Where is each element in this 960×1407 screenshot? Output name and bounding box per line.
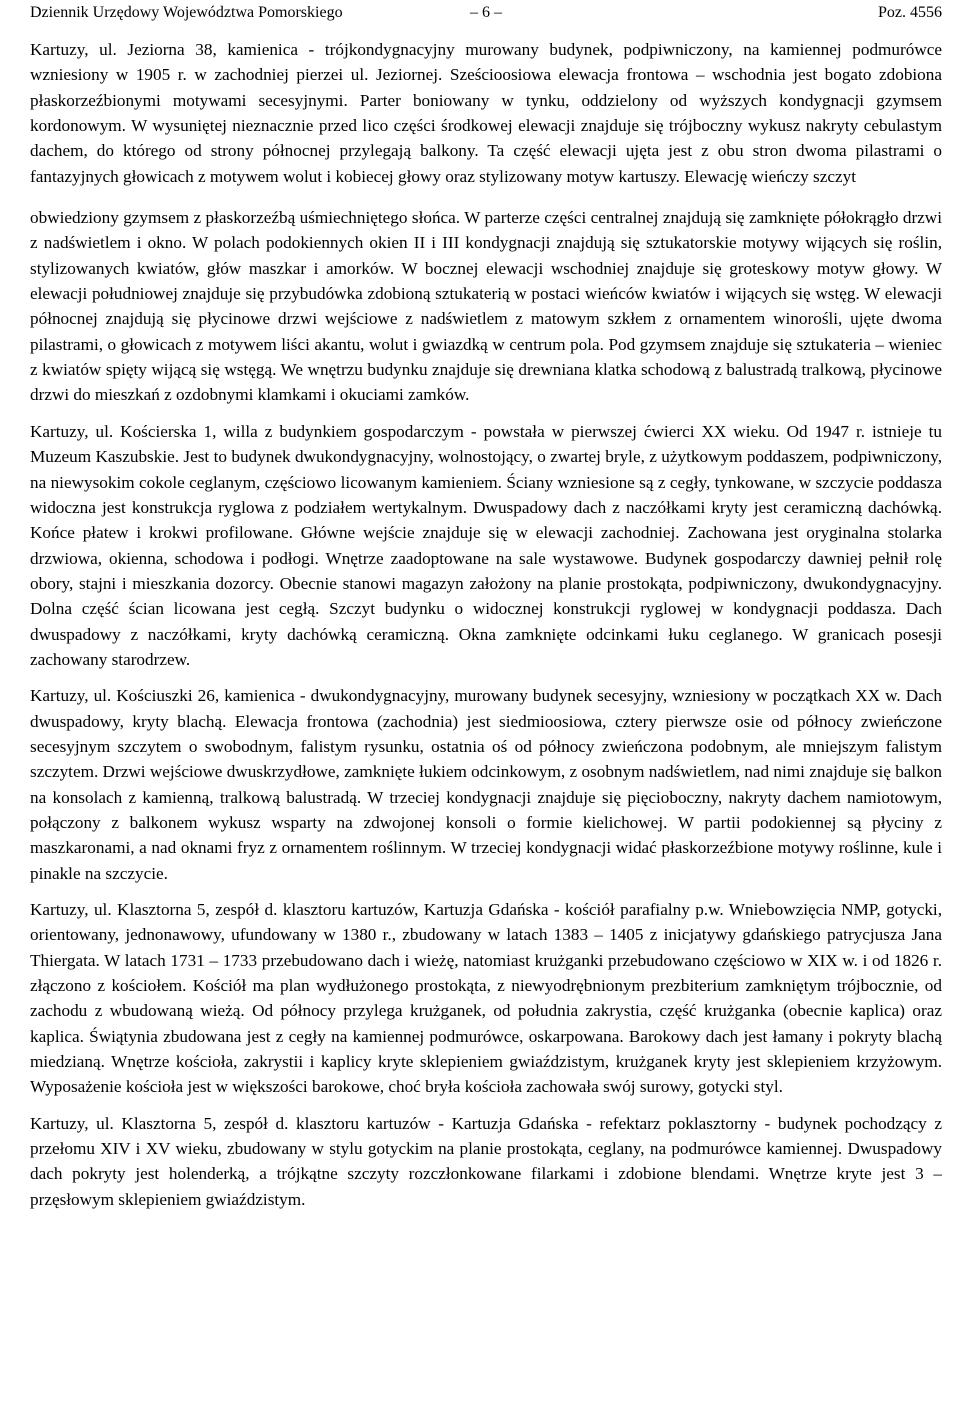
- page-number: – 6 –: [470, 4, 502, 21]
- paragraph-klasztorna-5-church: Kartuzy, ul. Klasztorna 5, zespół d. klasztoru kartuzów, Kartuzja Gdańska - kościół parafialny p.w. Wniebowzięcia NMP, gotycki, orientowany, jednonawowy, ufundowany w 1380 r., zbudowany w latach 1383 – 1405 z inicjatywy gdańskiego patrycjusza Jana Thiergata. W latach 1731 – 1733 przebudowano dach i wieżę, natomiast krużganki przebudowano częściowo w XIX w. i od 1826 r. złączono z kościołem. Kościół ma plan wydłużonego prostokąta, z niewyodrębnionym prezbiterium zamkniętym trójbocznie, od zachodu z wbudowaną wieżą. Od północy przylega krużganek, od południa zakrystia, część krużganka (obecnie kaplica) oraz kaplica. Świątynia zbudowana jest z cegły na kamiennej podmurówce, oskarpowana. Barokowy dach jest łamany i pokryty blachą miedzianą. Wnętrze kościoła, zakrystii i kaplicy kryte sklepieniem gwiaździstym, krużganek kryty jest sklepieniem krzyżowym. Wyposażenie kościoła jest w większości barokowe, choć bryła kościoła zachowała swój surowy, gotycki styl.: [30, 900, 942, 1097]
- journal-title: Dziennik Urzędowy Województwa Pomorskiego: [30, 4, 343, 21]
- page-header: [30, 0, 942, 24]
- paragraph-jeziorna-38-continued: obwiedziony gzymsem z płaskorzeźbą uśmiechniętego słońca. W parterze części centralnej znajdują się zamknięte półokrągło drzwi z nadświetlem i okno. W polach podokiennych okien II i III kondygnacji znajdują się sztukatorskie motywy wijących się roślin, stylizowanych kwiatów, głów maszkar i amorków. W bocznej elewacji wschodniej znajduje się groteskowy motyw głowy. W elewacji południowej znajduje się przybudówka zdobioną sztukaterią w postaci wieńców kwiatów i wijących się wstęg. W elewacji północnej znajdują się płycinowe drzwi wejściowe z nadświetlem z matowym szkłem z ornamentem winorośli, ujęte dwoma pilastrami, o głowicach z motywem liści akantu, wolut i gwiazdką w centrum pola. Pod gzymsem znajduje się sztukateria – wieniec z kwiatów spięty wijącą się wstęgą. We wnętrzu budynku znajduje się drewniana klatka schodową z balustradą tralkową, płycinowe drzwi do mieszkań z ozdobnymi klamkami i okuciami zamków.: [30, 208, 942, 405]
- paragraph-kosciuszki-26: Kartuzy, ul. Kościuszki 26, kamienica - dwukondygnacyjny, murowany budynek secesyjny, wzniesiony w początkach XX w. Dach dwuspadowy, kryty blachą. Elewacja frontowa (zachodnia) jest siedmioosiowa, cztery pierwsze osie od północy zwieńczone secesyjnym szczytem o swobodnym, falistym rysunku, ostatnia oś od północy zwieńczona podobnym, ale mniejszym falistym szczytem. Drzwi wejściowe dwuskrzydłowe, zamknięte łukiem odcinkowym, z osobnym nadświetlem, nad nimi znajduje się balkon na konsolach z kamienną, tralkową balustradą. W trzeciej kondygnacji znajduje się pięcioboczny, nakryty dachem namiotowym, połączony z balkonem wykusz wsparty na zdwojonej konsoli o formie kielichowej. W partii podokiennej są płyciny z maszkaronami, a nad oknami fryz z ornamentem roślinnym. W trzeciej kondygnacji widać płaskorzeźbione motywy roślinne, kule i pinakle na szczycie.: [30, 686, 942, 883]
- paragraph-koscierska-1: Kartuzy, ul. Kościerska 1, willa z budynkiem gospodarczym - powstała w pierwszej ćwierci XX wieku. Od 1947 r. istnieje tu Muzeum Kaszubskie. Jest to budynek dwukondygnacyjny, wolnostojący, o zwartej bryle, z użytkowym poddaszem, podpiwniczony, na niewysokim cokole ceglanym, częściowo licowanym kamieniem. Ściany wzniesione są z cegły, tynkowane, w szczycie poddasza widoczna jest konstrukcja ryglowa z podziałem wertykalnym. Dwuspadowy dach z naczółkami kryty jest ceramiczną dachówką. Końce płatew i krokwi profilowane. Główne wejście znajduje się w elewacji zachodniej. Zachowana jest oryginalna stolarka drzwiowa, okienna, schodowa i podłogi. Wnętrze zaadoptowane na sale wystawowe. Budynek gospodarczy dawniej pełnił rolę obory, stajni i mieszkania dozorcy. Obecnie stanowi magazyn założony na planie prostokąta, podpiwniczony, dwukondygnacyjny. Dolna część ścian licowana jest cegłą. Szczyt budynku o widocznej konstrukcji ryglowej w kondygnacji poddasza. Dach dwuspadowy z naczółkami, kryty dachówką ceramiczną. Okna zamknięte odcinkami łuku ceglanego. W granicach posesji zachowany starodrzew.: [30, 421, 942, 669]
- item-number: Poz. 4556: [878, 4, 942, 21]
- document-body: [30, 37, 942, 1212]
- document-page: [30, 0, 942, 1212]
- paragraph-jeziorna-38: Kartuzy, ul. Jeziorna 38, kamienica - trójkondygnacyjny murowany budynek, podpiwniczony, na kamiennej podmurówce wzniesiony w 1905 r. w zachodniej pierzei ul. Jeziornej. Sześcioosiowa elewacja frontowa – wschodnia jest bogato zdobiona płaskorzeźbionymi motywami secesyjnymi. Parter boniowany w tynku, oddzielony od wyższych kondygnacji gzymsem kordonowym. W wysuniętej nieznacznie przed lico części środkowej elewacji znajduje się trójboczny wykusz nakryty cebulastym dachem, do którego od strony północnej przylegają balkony. Ta część elewacji ujęta jest z obu stron dwoma pilastrami o fantazyjnych głowicach z motywem wolut i kobiecej głowy oraz stylizowany motyw kartuszy. Elewację wieńczy szczyt: [30, 40, 942, 186]
- paragraph-klasztorna-5-refectory: Kartuzy, ul. Klasztorna 5, zespół d. klasztoru kartuzów - Kartuzja Gdańska - refektarz poklasztorny - budynek pochodzący z przełomu XIV i XV wieku, zbudowany w stylu gotyckim na planie prostokąta, ceglany, na podmurówce kamiennej. Dwuspadowy dach pokryty jest holenderką, a trójkątne szczyty rozczłonkowane filarkami i zdobione blendami. Wnętrze kryte jest 3 – przęsłowym sklepieniem gwiaździstym.: [30, 1113, 942, 1209]
